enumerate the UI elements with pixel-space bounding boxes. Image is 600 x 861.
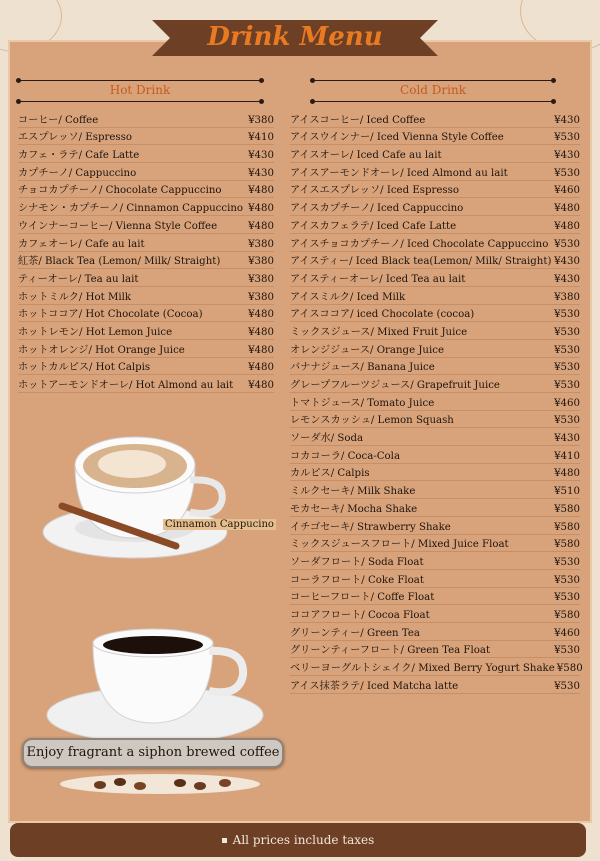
item-price: ¥530: [554, 344, 580, 356]
cold-menu-row: [290, 216, 580, 234]
item-price: ¥580: [554, 503, 580, 515]
item-name: アイスチョコカプチーノ/ Iced Chocolate Cappuccino: [290, 238, 549, 250]
item-price: ¥530: [554, 362, 580, 374]
item-price: ¥410: [554, 450, 580, 462]
cold-menu-row: [290, 198, 580, 216]
item-price: ¥480: [248, 203, 274, 215]
footer-note: All prices include taxes: [232, 833, 375, 847]
hot-menu-row: [18, 128, 274, 146]
item-price: ¥380: [554, 291, 580, 303]
hot-menu-row: [18, 145, 274, 163]
item-name: アイスコーヒー/ Iced Coffee: [290, 114, 426, 126]
item-price: ¥430: [554, 114, 580, 126]
title-banner: [152, 20, 438, 56]
item-name: オレンジジュース/ Orange Juice: [290, 344, 444, 356]
item-name: ココアフロート/ Cocoa Float: [290, 609, 430, 621]
item-name: グリーンティーフロート/ Green Tea Float: [290, 645, 491, 657]
item-price: ¥480: [248, 309, 274, 321]
item-name: シナモン・カプチーノ/ Cinnamon Cappuccino: [18, 203, 244, 215]
cold-drink-label: Cold Drink: [400, 83, 466, 97]
cold-menu-row: [290, 428, 580, 446]
cold-menu-row: [290, 322, 580, 340]
item-name: カプチーノ/ Cappuccino: [18, 167, 137, 179]
item-name: コーヒーフロート/ Coffe Float: [290, 592, 435, 604]
cold-menu-row: [290, 481, 580, 499]
item-price: ¥380: [248, 256, 274, 268]
item-name: ホットカルピス/ Hot Calpis: [18, 362, 151, 374]
item-name: 紅茶/ Black Tea (Lemon/ Milk/ Straight): [18, 256, 221, 268]
cold-menu-row: [290, 375, 580, 393]
hot-menu-row: [18, 305, 274, 323]
item-price: ¥430: [554, 256, 580, 268]
item-price: ¥580: [554, 521, 580, 533]
coffee-beans-image: [60, 770, 265, 794]
item-name: トマトジュース/ Tomato Juice: [290, 397, 435, 409]
item-name: ソーダ水/ Soda: [290, 433, 364, 445]
item-price: ¥530: [554, 645, 580, 657]
cold-menu-row: [290, 393, 580, 411]
item-price: ¥480: [554, 220, 580, 232]
item-price: ¥380: [248, 273, 274, 285]
item-name: アイスミルク/ Iced Milk: [290, 291, 406, 303]
hot-menu-row: [18, 358, 274, 376]
coffee-cup-image: [45, 615, 265, 745]
hot-menu-row: [18, 163, 274, 181]
item-name: アイスカフェラテ/ Iced Cafe Latte: [290, 220, 457, 232]
cold-menu-row: [290, 234, 580, 252]
cold-menu-row: [290, 128, 580, 146]
item-name: アイスカプチーノ/ Iced Cappuccino: [290, 203, 464, 215]
cold-menu-row: [290, 641, 580, 659]
item-price: ¥530: [554, 238, 580, 250]
bullet-icon: [222, 838, 227, 843]
cold-menu-row: [290, 181, 580, 199]
item-name: アイスウインナー/ Iced Vienna Style Coffee: [290, 132, 504, 144]
cold-menu-row: [290, 623, 580, 641]
cold-menu-row: [290, 676, 580, 694]
item-price: ¥530: [554, 415, 580, 427]
cinnamon-caption: Cinnamon Cappucino: [165, 519, 274, 530]
hot-menu-row: [18, 340, 274, 358]
item-price: ¥460: [554, 627, 580, 639]
cold-menu-row: [290, 411, 580, 429]
cold-menu-row: [290, 605, 580, 623]
cold-menu-row: [290, 535, 580, 553]
item-price: ¥430: [554, 273, 580, 285]
item-price: ¥580: [554, 539, 580, 551]
item-price: ¥480: [248, 185, 274, 197]
item-price: ¥530: [554, 132, 580, 144]
item-price: ¥530: [554, 556, 580, 568]
cold-menu-row: [290, 340, 580, 358]
hot-menu-row: [18, 198, 274, 216]
cold-menu-row: [290, 358, 580, 376]
item-name: グレープフルーツジュース/ Grapefruit Juice: [290, 380, 500, 391]
cold-menu-row: [290, 145, 580, 163]
item-name: ホットココア/ Hot Chocolate (Cocoa): [18, 309, 203, 321]
item-name: アイスアーモンドオーレ/ Iced Almond au lait: [290, 167, 508, 179]
cold-drink-list: [290, 110, 583, 694]
item-name: アイスオーレ/ Iced Cafe au lait: [290, 150, 442, 162]
cold-menu-row: [290, 588, 580, 606]
item-name: ミックスジュースフロート/ Mixed Juice Float: [290, 539, 509, 551]
cold-menu-row: [290, 517, 580, 535]
item-name: チョコカプチーノ/ Chocolate Cappuccino: [18, 185, 222, 197]
cold-menu-row: [290, 552, 580, 570]
hot-menu-row: [18, 322, 274, 340]
item-price: ¥480: [248, 380, 274, 391]
item-price: ¥430: [248, 167, 274, 179]
hot-menu-row: [18, 287, 274, 305]
item-name: コカコーラ/ Coca-Cola: [290, 450, 401, 462]
item-price: ¥530: [554, 167, 580, 179]
hot-drink-heading: [18, 77, 262, 105]
item-price: ¥480: [248, 362, 274, 374]
cold-menu-row: [290, 570, 580, 588]
cold-drink-heading: [312, 77, 554, 105]
item-price: ¥480: [248, 344, 274, 356]
cold-menu-row: [290, 658, 583, 676]
item-price: ¥530: [554, 574, 580, 586]
hot-menu-row: [18, 252, 274, 270]
item-name: エスプレッソ/ Espresso: [18, 132, 132, 144]
siphon-coffee-caption: Enjoy fragrant a siphon brewed coffee: [22, 738, 284, 768]
hot-menu-row: [18, 234, 274, 252]
item-price: ¥580: [554, 609, 580, 621]
item-price: ¥460: [554, 185, 580, 197]
item-name: ベリーヨーグルトシェイク/ Mixed Berry Yogurt Shake: [290, 663, 555, 674]
item-name: ホットレモン/ Hot Lemon Juice: [18, 326, 173, 338]
item-price: ¥380: [248, 238, 274, 250]
item-price: ¥380: [248, 291, 274, 303]
item-name: カフェ・ラテ/ Cafe Latte: [18, 150, 140, 162]
footer-bar: [10, 823, 586, 857]
hot-menu-row: [18, 269, 274, 287]
item-name: ソーダフロート/ Soda Float: [290, 556, 424, 568]
item-name: ミルクセーキ/ Milk Shake: [290, 486, 416, 498]
item-name: コーヒー/ Coffee: [18, 114, 99, 126]
item-name: ホットミルク/ Hot Milk: [18, 291, 132, 303]
item-price: ¥480: [554, 203, 580, 215]
item-name: アイスティーオーレ/ Iced Tea au lait: [290, 273, 466, 285]
hot-drink-label: Hot Drink: [109, 83, 171, 97]
item-name: ホットアーモンドオーレ/ Hot Almond au lait: [18, 380, 234, 391]
item-name: アイス抹茶ラテ/ Iced Matcha latte: [290, 680, 459, 692]
hot-menu-row: [18, 216, 274, 234]
item-price: ¥430: [554, 433, 580, 445]
item-name: アイスエスプレッソ/ Iced Espresso: [290, 185, 460, 197]
item-price: ¥530: [554, 380, 580, 391]
item-name: レモンスカッシュ/ Lemon Squash: [290, 415, 454, 427]
item-price: ¥480: [248, 220, 274, 232]
item-price: ¥530: [554, 680, 580, 692]
item-name: モカセーキ/ Mocha Shake: [290, 503, 418, 515]
item-price: ¥430: [554, 150, 580, 162]
cold-menu-row: [290, 499, 580, 517]
item-price: ¥580: [556, 663, 583, 674]
cold-menu-row: [290, 252, 580, 270]
cold-menu-row: [290, 446, 580, 464]
item-price: ¥410: [248, 132, 274, 144]
cold-menu-row: [290, 464, 580, 482]
item-name: カルピス/ Calpis: [290, 468, 370, 480]
cold-menu-row: [290, 269, 580, 287]
cold-menu-row: [290, 287, 580, 305]
cold-menu-row: [290, 163, 580, 181]
item-price: ¥510: [554, 486, 580, 498]
item-price: ¥530: [554, 326, 580, 338]
item-name: アイスココア/ iced Chocolate (cocoa): [290, 309, 475, 321]
item-name: バナナジュース/ Banana Juice: [290, 362, 435, 374]
hot-menu-row: [18, 181, 274, 199]
item-price: ¥430: [248, 150, 274, 162]
item-name: カフェオーレ/ Cafe au lait: [18, 238, 145, 250]
cappuccino-cup-image: [40, 420, 230, 560]
item-name: ウインナーコーヒー/ Vienna Style Coffee: [18, 220, 218, 232]
item-price: ¥480: [554, 468, 580, 480]
cold-menu-row: [290, 305, 580, 323]
item-name: ミックスジュース/ Mixed Fruit Juice: [290, 326, 468, 338]
hot-drink-list: [18, 110, 274, 393]
hot-menu-row: [18, 375, 274, 393]
item-name: アイスティー/ Iced Black tea(Lemon/ Milk/ Straight): [290, 256, 552, 268]
item-name: ティーオーレ/ Tea au lait: [18, 273, 139, 285]
hot-menu-row: [18, 110, 274, 128]
item-name: イチゴセーキ/ Strawberry Shake: [290, 521, 451, 533]
cold-menu-row: [290, 110, 580, 128]
item-name: コーラフロート/ Coke Float: [290, 574, 424, 586]
item-price: ¥480: [248, 326, 274, 338]
item-price: ¥530: [554, 592, 580, 604]
item-name: グリーンティー/ Green Tea: [290, 627, 420, 639]
item-price: ¥380: [248, 114, 274, 126]
item-price: ¥530: [554, 309, 580, 321]
page-title: Drink Menu: [207, 22, 383, 52]
item-name: ホットオレンジ/ Hot Orange Juice: [18, 344, 185, 356]
item-price: ¥460: [554, 397, 580, 409]
